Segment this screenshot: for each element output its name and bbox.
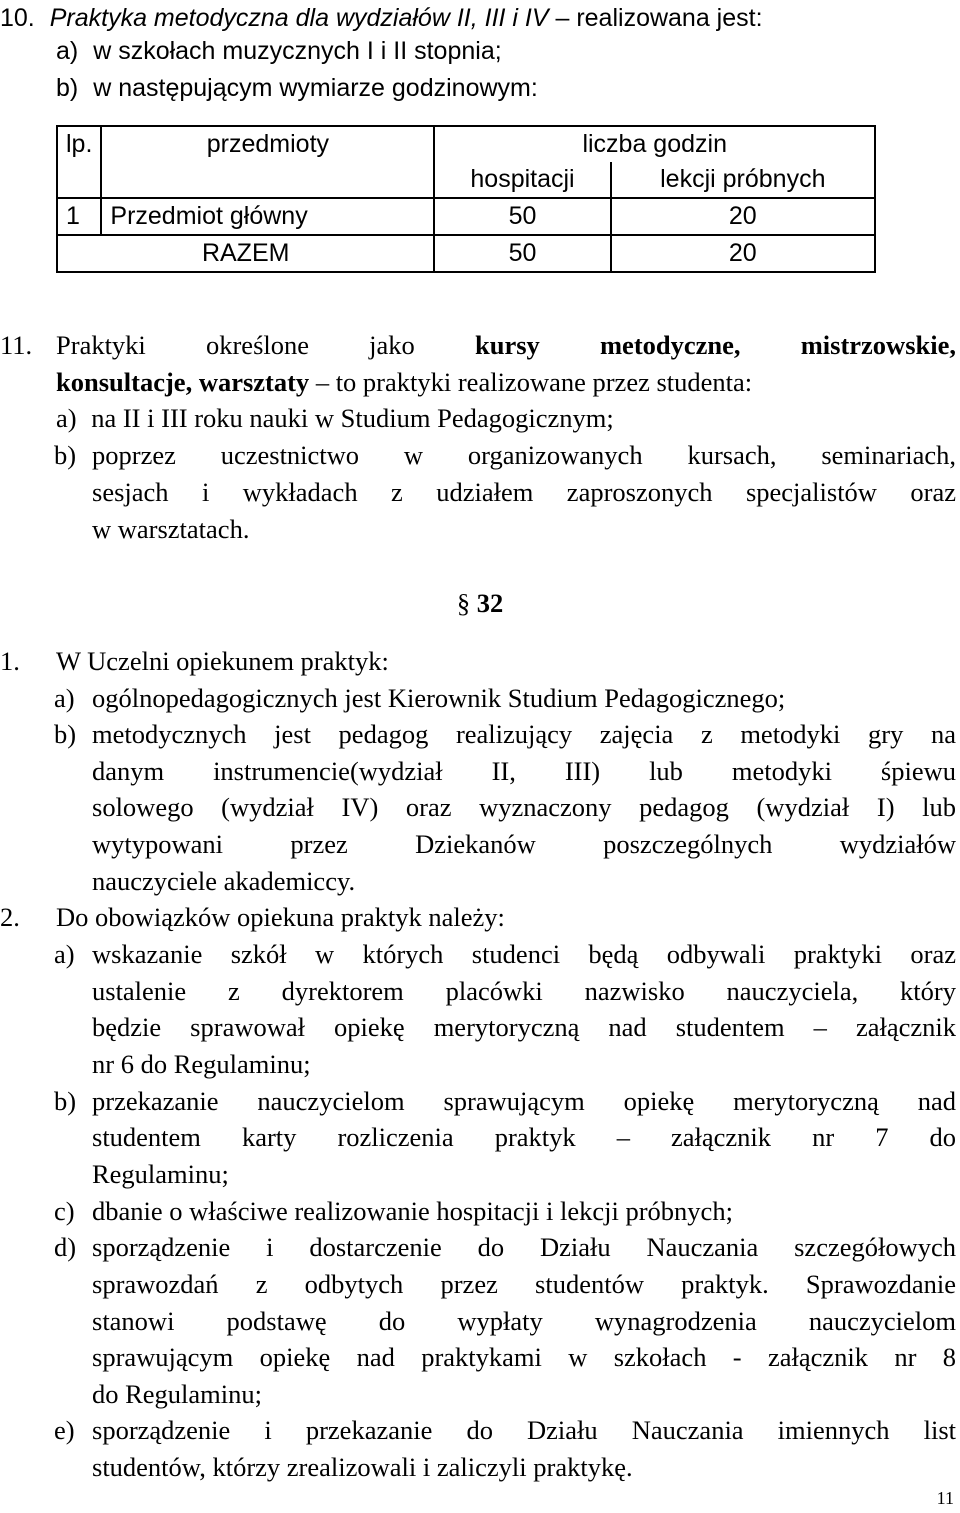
item-10-intro-italic: Praktyka metodyczna dla wydziałów II, III i IV xyxy=(49,4,549,32)
cell-total-trial-lessons: 20 xyxy=(611,235,875,272)
item-11-b-line-1: poprzez uczestnictwo w organizowanych kursach, seminariach, xyxy=(92,440,956,470)
header-hours: liczba godzin xyxy=(434,126,875,162)
header-observations: hospitacji xyxy=(434,162,610,198)
p1-intro-text: W Uczelni opiekunem praktyk: xyxy=(56,646,389,676)
p2-a-line-1: wskazanie szkół w których studenci będą odbywali praktyki oraz xyxy=(92,939,956,969)
header-lp: lp. xyxy=(57,126,101,162)
item-11-line-2-bold: konsultacje, warsztaty xyxy=(56,367,310,397)
item-10-a xyxy=(56,33,502,70)
p2-e-line-1: sporządzenie i przekazanie do Działu Nauczania imiennych list xyxy=(92,1415,956,1445)
p1-b-line-3: solowego (wydział IV) oraz wyznaczony pedagog (wydział I) lub xyxy=(92,792,956,822)
section-heading xyxy=(0,585,960,622)
p1-number: 1. xyxy=(0,646,20,676)
item-11-line-2 xyxy=(56,364,752,401)
item-10-intro-rest: – realizowana jest: xyxy=(548,4,763,32)
p1-a-text: ogólnopedagogicznych jest Kierownik Studium Pedagogicznego; xyxy=(92,683,786,713)
header-subjects: przedmioty xyxy=(101,126,434,162)
item-11-line-2-rest: – to praktyki realizowane przez studenta: xyxy=(309,367,753,397)
label-b: b) xyxy=(54,1086,77,1116)
p2-a-line-2: ustalenie z dyrektorem placówki nazwisko nauczyciela, który xyxy=(92,976,956,1006)
label-d: d) xyxy=(54,1232,77,1262)
p2-d-line-4: sprawującym opiekę nad praktykami w szkołach - załącznik nr 8 xyxy=(92,1342,956,1372)
header-lp-cont xyxy=(57,162,101,198)
label-a: a) xyxy=(56,403,77,433)
p2-a-line-4: nr 6 do Regulaminu; xyxy=(92,1049,311,1079)
p2-d-line-2: sprawozdań z odbytych przez studentów praktyk. Sprawozdanie xyxy=(92,1269,956,1299)
page-number: 11 xyxy=(936,1488,954,1508)
item-11-number: 11. xyxy=(0,330,33,360)
cell-trial-lessons: 20 xyxy=(611,198,875,235)
p2-c-text: dbanie o właściwe realizowanie hospitacji i lekcji próbnych; xyxy=(92,1196,733,1226)
p1-b-line-2: danym instrumencie(wydział II, III) lub metodyki śpiewu xyxy=(92,756,956,786)
p1-b-line-4: wytypowani przez Dziekanów poszczególnych wydziałów xyxy=(92,829,956,859)
header-subjects-cont xyxy=(101,162,434,198)
item-10-number: 10. xyxy=(0,4,35,32)
label-c: c) xyxy=(54,1196,75,1226)
item-11-b-line-2: sesjach i wykładach z udziałem zaproszonych specjalistów oraz xyxy=(92,477,956,507)
p2-number: 2. xyxy=(0,902,20,932)
p2-b-line-1: przekazanie nauczycielom sprawującym opiekę merytoryczną nad xyxy=(92,1086,956,1116)
p2-d-line-3: stanowi podstawę do wypłaty wynagrodzenia nauczycielom xyxy=(92,1306,956,1336)
label-b: b) xyxy=(56,74,79,102)
p1-b-line-1: metodycznych jest pedagog realizujący zajęcia z metodyki gry na xyxy=(92,719,956,749)
item-11-line-1-bold: kursy metodyczne, mistrzowskie, xyxy=(475,330,956,360)
item-11-a-text: na II i III roku nauki w Studium Pedagogicznym; xyxy=(91,403,614,433)
table-total-row xyxy=(57,235,875,272)
label-e: e) xyxy=(54,1415,75,1445)
label-a: a) xyxy=(54,683,75,713)
cell-subject: Przedmiot główny xyxy=(101,198,434,235)
section-symbol: § xyxy=(456,588,471,618)
label-a: a) xyxy=(54,939,75,969)
cell-observations: 50 xyxy=(434,198,610,235)
section-number: 32 xyxy=(476,588,504,618)
item-10-heading xyxy=(0,0,763,37)
label-a: a) xyxy=(56,37,79,65)
item-11-b-line-3: w warsztatach. xyxy=(92,514,250,544)
table-subheader-row xyxy=(57,162,875,198)
header-trial-lessons: lekcji próbnych xyxy=(611,162,875,198)
table-row xyxy=(57,198,875,235)
item-11-line-1-text xyxy=(56,327,956,364)
p1-b-line-5: nauczyciele akademiccy. xyxy=(92,866,356,896)
p2-a-line-3: będzie sprawował opiekę merytoryczną nad studentem – załącznik xyxy=(92,1012,956,1042)
p2-e-line-2: studentów, którzy zrealizowali i zaliczyli praktykę. xyxy=(92,1452,633,1482)
cell-total-observations: 50 xyxy=(434,235,610,272)
p2-d-line-5: do Regulaminu; xyxy=(92,1379,263,1409)
cell-lp: 1 xyxy=(57,198,101,235)
p2-intro xyxy=(0,899,505,936)
item-10-a-text: w szkołach muzycznych I i II stopnia; xyxy=(93,37,502,65)
p2-d-line-1: sporządzenie i dostarczenie do Działu Nauczania szczegółowych xyxy=(92,1232,956,1262)
cell-total-label: RAZEM xyxy=(57,235,434,272)
table-header-row xyxy=(57,126,875,162)
label-b: b) xyxy=(54,440,77,470)
item-11-a xyxy=(56,400,614,437)
p1-intro xyxy=(0,643,389,680)
item-11-line-1-pre: Praktyki określone jako xyxy=(56,330,475,360)
item-10-b xyxy=(56,70,538,107)
p2-intro-text: Do obowiązków opiekuna praktyk należy: xyxy=(56,902,505,932)
p2-b-line-2: studentem karty rozliczenia praktyk – załącznik nr 7 do xyxy=(92,1122,956,1152)
hours-table xyxy=(56,125,876,273)
p2-b-line-3: Regulaminu; xyxy=(92,1159,229,1189)
item-10-b-text: w następującym wymiarze godzinowym: xyxy=(93,74,538,102)
label-b: b) xyxy=(54,719,77,749)
